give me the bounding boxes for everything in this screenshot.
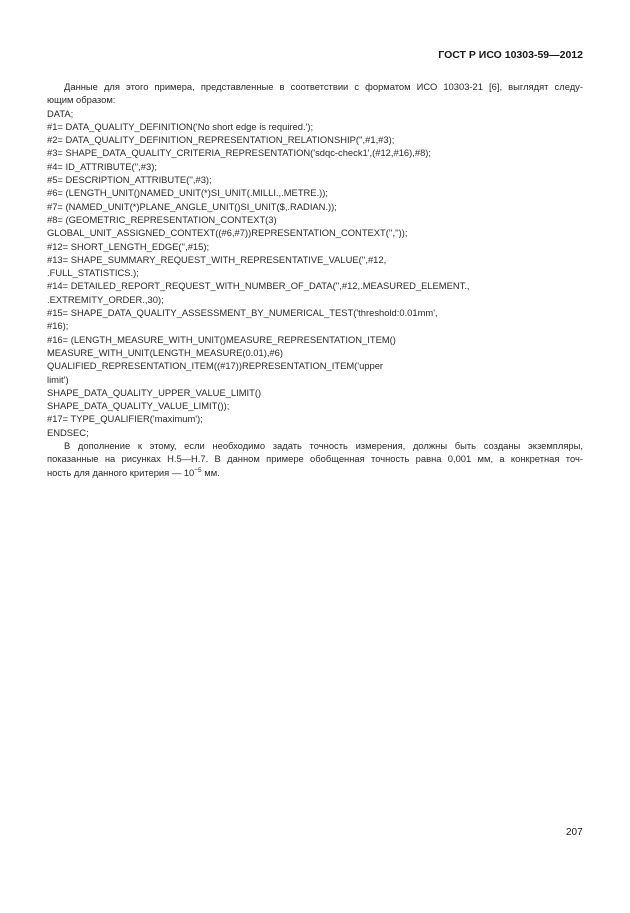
code-line: #6= (LENGTH_UNIT()NAMED_UNIT(*)SI_UNIT(.MILLI.,.METRE.)); [47,187,329,199]
outro-line: показанные на рисунках Н.5—Н.7. В данном примере обобщенная точность равна 0,001 мм, а конкретная точ- [47,453,583,465]
code-line: #13= SHAPE_SUMMARY_REQUEST_WITH_REPRESENTATIVE_VALUE('',#12, [47,253,387,265]
intro-line: ющим образом: [47,94,116,106]
exponent: −5 [194,466,202,474]
outro-line [47,466,583,479]
intro-line: Данные для этого примера, представленные в соответствии с форматом ИСО 10303-21 [6], выглядят следу- [64,81,583,92]
code-block [47,107,583,439]
code-line: GLOBAL_UNIT_ASSIGNED_CONTEXT((#6,#7))REPRESENTATION_CONTEXT('','')); [47,227,408,239]
code-line: #17= TYPE_QUALIFIER('maximum'); [47,413,203,425]
outro-text: мм. [201,466,220,478]
code-line: #7= (NAMED_UNIT(*)PLANE_ANGLE_UNIT()SI_UNIT($,.RADIAN.)); [47,200,337,212]
code-line: DATA; [47,107,74,119]
code-line: #5= DESCRIPTION_ATTRIBUTE('',#3); [47,174,212,186]
code-line: #12= SHORT_LENGTH_EDGE('',#15); [47,240,210,252]
page-number: 207 [566,827,583,838]
code-line: ENDSEC; [47,426,89,438]
code-line: SHAPE_DATA_QUALITY_UPPER_VALUE_LIMIT() [47,386,262,398]
outro-text: ность для данного критерия — 10 [47,466,195,478]
code-line: QUALIFIED_REPRESENTATION_ITEM((#17))REPRESENTATION_ITEM('upper [47,360,384,372]
code-line: #2= DATA_QUALITY_DEFINITION_REPRESENTATION_RELATIONSHIP('',#1,#3); [47,134,395,146]
code-line: .FULL_STATISTICS.); [47,267,139,279]
code-line: #4= ID_ATTRIBUTE('',#3); [47,160,157,172]
outro-line: В дополнение к этому, если необходимо задать точность измерения, должны быть созданы экземпляры, [64,440,583,452]
code-line: MEASURE_WITH_UNIT(LENGTH_MEASURE(0.01),#6) [47,346,283,358]
code-line: limit') [47,373,69,385]
code-line: #14= DETAILED_REPORT_REQUEST_WITH_NUMBER_OF_DATA('',#12,.MEASURED_ELEMENT., [47,280,470,292]
document-header: ГОСТ Р ИСО 10303-59—2012 [438,49,583,61]
page-body [47,80,583,479]
code-line: SHAPE_DATA_QUALITY_VALUE_LIMIT()); [47,400,230,412]
code-line: .EXTREMITY_ORDER.,30); [47,293,164,305]
code-line: #3= SHAPE_DATA_QUALITY_CRITERIA_REPRESENTATION('sdqc-check1',(#12,#16),#8); [47,147,432,159]
code-line: #16); [47,320,69,332]
code-line: #16= (LENGTH_MEASURE_WITH_UNIT()MEASURE_REPRESENTATION_ITEM() [47,333,396,345]
code-line: #8= (GEOMETRIC_REPRESENTATION_CONTEXT(3) [47,213,277,225]
code-line: #15= SHAPE_DATA_QUALITY_ASSESSMENT_BY_NUMERICAL_TEST('threshold:0.01mm', [47,307,438,319]
code-line: #1= DATA_QUALITY_DEFINITION('No short edge is required.'); [47,120,314,132]
